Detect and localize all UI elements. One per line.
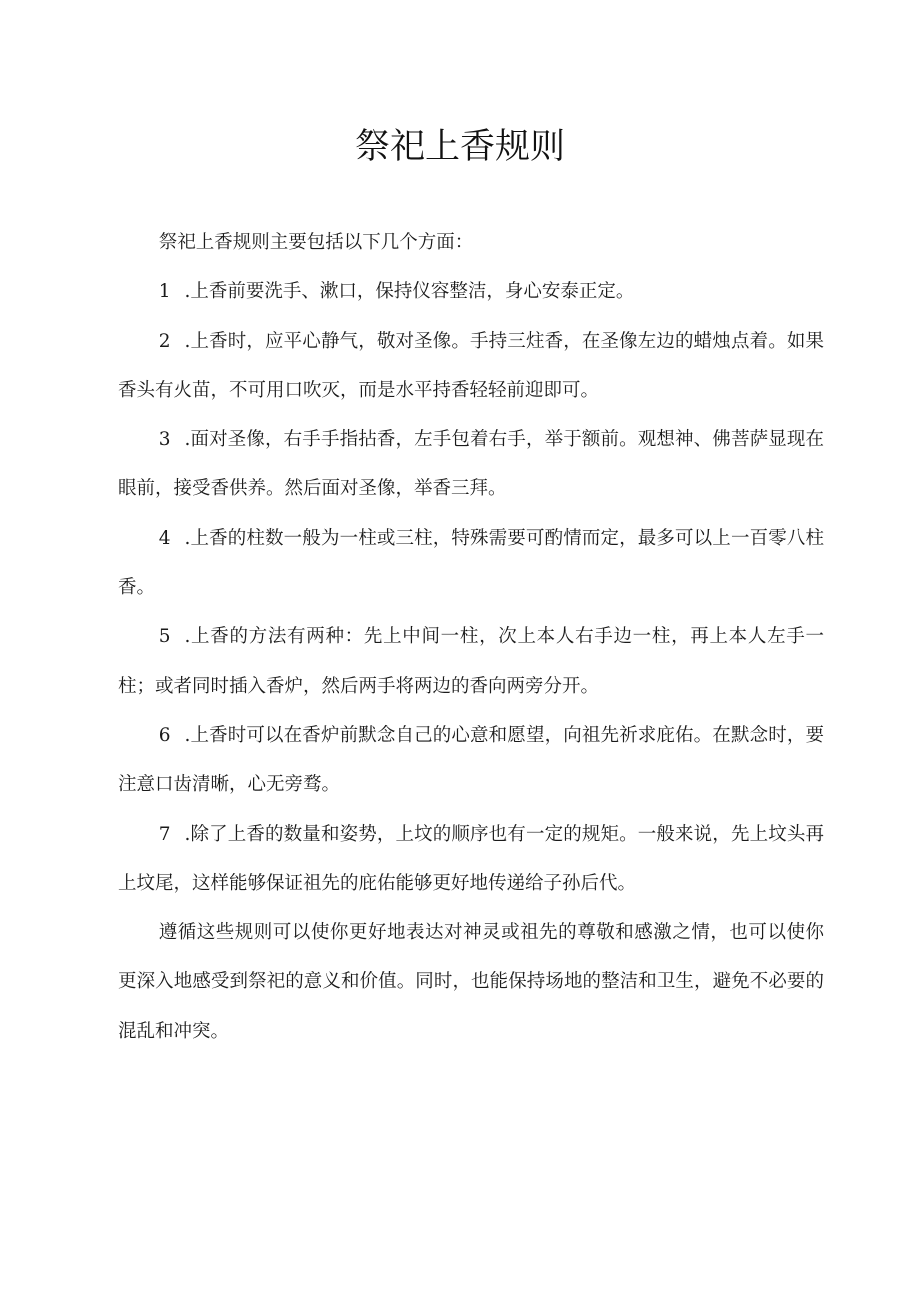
- item-text: .上香时可以在香炉前默念自己的心意和愿望，向祖先祈求庇佑。在默念时，要注意口齿清晰，心无旁骛。: [118, 724, 824, 796]
- item-text: .上香时，应平心静气，敬对圣像。手持三炷香，在圣像左边的蜡烛点着。如果香头有火苗，不可用口吹灭，而是水平持香轻轻前迎即可。: [118, 330, 824, 401]
- item-text: .上香的柱数一般为一柱或三柱，特殊需要可酌情而定，最多可以上一百零八柱香。: [118, 527, 824, 599]
- conclusion-paragraph: 遵循这些规则可以使你更好地表达对神灵或祖先的尊敬和感激之情，也可以使你更深入地感受到祭祀的意义和价值。同时，也能保持场地的整洁和卫生，避免不必要的混乱和冲突。: [118, 922, 824, 1042]
- item-text: .上香的方法有两种：先上中间一柱，次上本人右手边一柱，再上本人左手一柱；或者同时插入香炉，然后两手将两边的香向两旁分开。: [118, 626, 824, 697]
- item-text: .面对圣像，右手手指拈香，左手包着右手，举于额前。观想神、佛菩萨显现在眼前，接受香供养。然后面对圣像，举香三拜。: [118, 429, 824, 500]
- item-number: 5: [158, 626, 171, 648]
- list-item: [118, 810, 824, 909]
- list-item: [118, 514, 824, 613]
- item-number: 1: [158, 281, 171, 303]
- item-number: 7: [158, 823, 171, 845]
- item-text: .除了上香的数量和姿势，上坟的顺序也有一定的规矩。一般来说，先上坟头再上坟尾，这样能够保证祖先的庇佑能够更好地传递给子孙后代。: [118, 823, 824, 894]
- item-number: 6: [158, 724, 171, 746]
- document-body: [118, 218, 824, 1056]
- item-text: .上香前要洗手、漱口，保持仪容整洁，身心安泰正定。: [184, 281, 635, 303]
- list-item: [118, 415, 824, 514]
- intro-paragraph: 祭祀上香规则主要包括以下几个方面：: [158, 232, 474, 253]
- list-item: [118, 612, 824, 711]
- list-item: [118, 711, 824, 810]
- item-number: 2: [158, 330, 171, 352]
- item-number: 3: [158, 429, 171, 451]
- page-title: 祭祀上香规则: [354, 127, 565, 167]
- list-item: [118, 267, 824, 316]
- list-item: [118, 317, 824, 416]
- item-number: 4: [158, 527, 171, 549]
